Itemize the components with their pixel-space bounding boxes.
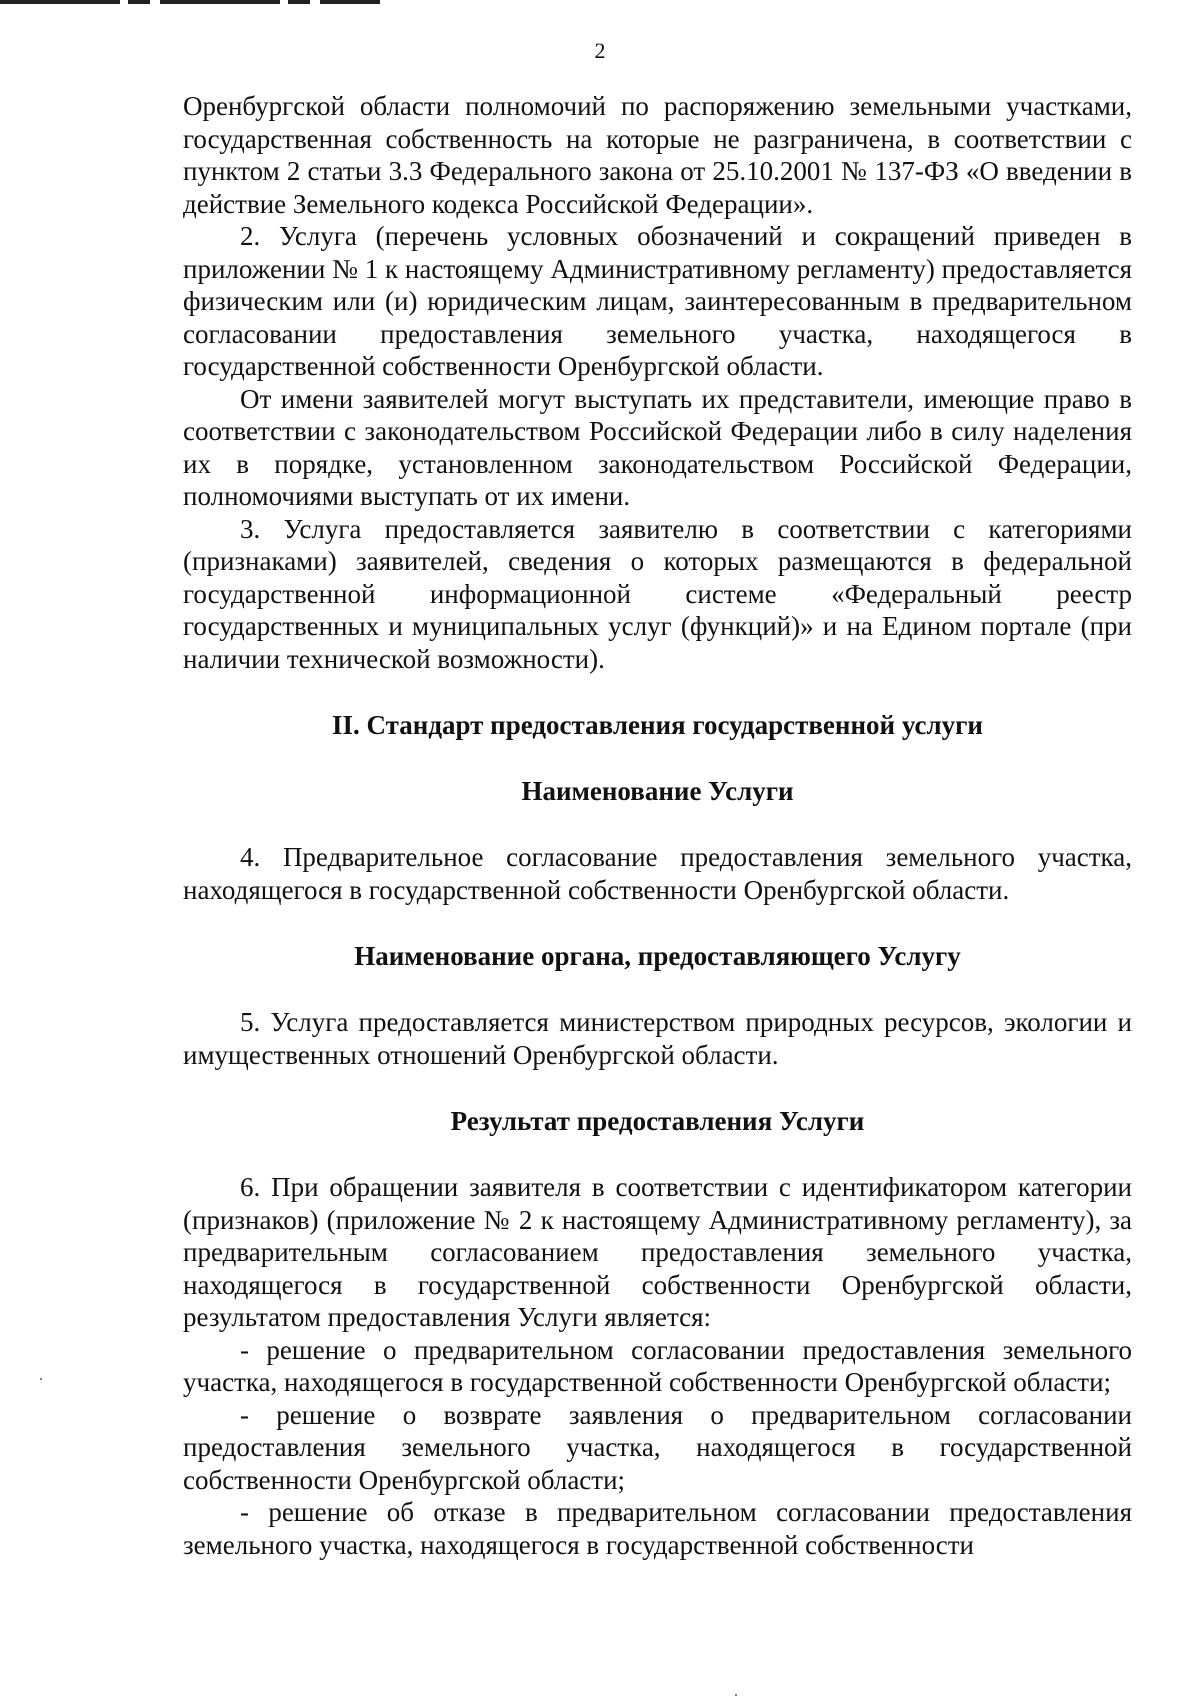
scan-speck	[735, 1694, 737, 1696]
scan-speck	[40, 1378, 42, 1380]
paragraph-representatives: От имени заявителей могут выступать их представители, имеющие право в соответствии с законодательством Российской Федерации либо в силу наделения их в порядке, установленном законодательством Российской Федерации, полномочиями выступать от их имени.	[183, 383, 1132, 511]
paragraph-item-5: 5. Услуга предоставляется министерством природных ресурсов, экологии и имущественных отношений Оренбургской области.	[183, 1007, 1132, 1070]
document-body	[183, 90, 1132, 1561]
paragraph-item-3: 3. Услуга предоставляется заявителю в соответствии с категориями (признаками) заявителей, сведения о которых размещаются в федеральной государственной информационной системе «Федеральный реестр государственных и муниципальных услуг (функций)» и на Едином портале (при наличии технической возможности).	[183, 513, 1132, 674]
list-item-return: - решение о возврате заявления о предварительном согласовании предоставления земельного участка, находящегося в государственной собственности Оренбургской области;	[183, 1399, 1132, 1495]
subheading-result: Результат предоставления Услуги	[450, 1106, 865, 1136]
list-item-approval: - решение о предварительном согласовании предоставления земельного участка, находящегося в государственной собственности Оренбургской области;	[183, 1334, 1132, 1397]
page-number: 2	[594, 38, 606, 63]
paragraph-item-2: 2. Услуга (перечень условных обозначений и сокращений приведен в приложении № 1 к настоящему Административному регламенту) предоставляется физическим или (и) юридическим лицам, заинтересованным в предварительном согласовании предоставления земельного участка, находящегося в государственной собственности Оренбургской области.	[183, 221, 1132, 381]
section-heading: II. Стандарт предоставления государственной услуги	[332, 710, 983, 740]
scan-edge-artifact	[0, 0, 380, 4]
subheading-authority: Наименование органа, предоставляющего Услугу	[354, 941, 961, 971]
subheading-service-name: Наименование Услуги	[521, 776, 794, 806]
paragraph-item-6: 6. При обращении заявителя в соответствии с идентификатором категории (признаков) (приложение № 2 к настоящему Административному регламенту), за предварительным согласованием предоставления земельного участка, находящегося в государственной собственности Оренбургской области, результатом предоставления Услуги является:	[183, 1172, 1132, 1332]
list-item-refusal: - решение об отказе в предварительном согласовании предоставления земельного участка, находящегося в государственной собственности	[183, 1497, 1132, 1560]
paragraph-item-4: 4. Предварительное согласование предоставления земельного участка, находящегося в государственной собственности Оренбургской области.	[183, 842, 1132, 905]
paragraph-continuation: Оренбургской области полномочий по распоряжению земельными участками, государственная собственность на которые не разграничена, в соответствии с пунктом 2 статьи 3.3 Федерального закона от 25.10.2001 № 137-ФЗ «О введении в действие Земельного кодекса Российской Федерации».	[183, 91, 1132, 219]
